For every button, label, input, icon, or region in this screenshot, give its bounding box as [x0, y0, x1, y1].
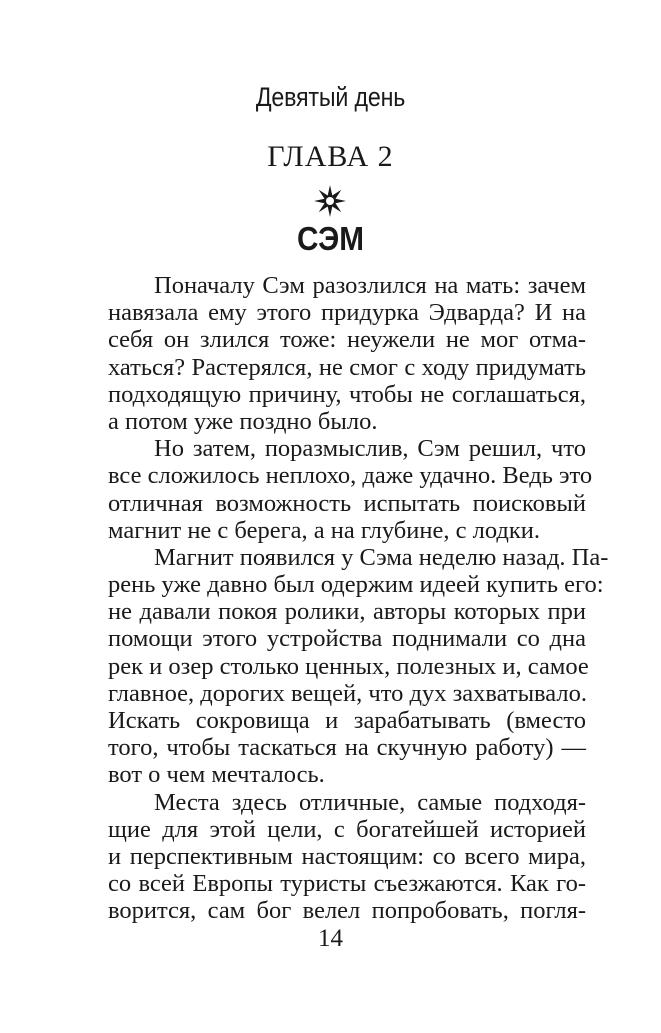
section-title: СЭМ [297, 220, 364, 257]
text-line: рек и озер столько ценных, полезных и, самое [108, 652, 589, 680]
text-line: Места здесь отличные, самые подходя- [154, 788, 586, 816]
text-line: хаться? Растерялся, не смог с ходу придумать [108, 353, 586, 381]
paragraph [108, 543, 609, 789]
text-line: со всей Европы туристы съезжаются. Как го- [108, 870, 586, 898]
text-line: Поначалу Сэм разозлился на мать: зачем [154, 272, 586, 299]
text-line: и перспективным настоящим: со всего мира, [108, 842, 586, 870]
eight-point-star-icon [314, 185, 346, 217]
text-line: навязала ему этого придурка Эдварда? И на [108, 299, 586, 327]
text-line: магнит не с берега, а на глубине, с лодки. [108, 516, 540, 544]
text-line: помощи этого устройства поднимали со дна [108, 625, 586, 653]
paragraph [108, 272, 586, 435]
text-line: щие для этой цели, с богатейшей историей [108, 815, 586, 843]
text-line: все сложилось неплохо, даже удачно. Ведь это [108, 462, 593, 490]
chapter-label: ГЛАВА 2 [267, 140, 394, 173]
page-number: 14 [318, 925, 343, 952]
text-line: себя он злился тоже: неужели не мог отма- [108, 326, 586, 354]
text-line: того, чтобы таскаться на скучную работу) — [108, 734, 586, 762]
body-text [108, 272, 609, 925]
text-line: Искать сокровища и зарабатывать (вместо [108, 707, 586, 734]
paragraph [108, 789, 586, 925]
text-line: главное, дорогих вещей, что дух захватывало. [108, 679, 587, 707]
text-line: Магнит появился у Сэма неделю назад. Па- [154, 543, 609, 571]
text-line: рень уже давно был одержим идеей купить его: [108, 571, 604, 599]
text-line: отличная возможность испытать поисковый [108, 489, 586, 517]
paragraph [108, 435, 593, 544]
running-head: Девятый день [255, 82, 406, 112]
text-line: Но затем, поразмыслив, Сэм решил, что [154, 435, 586, 463]
text-line: а потом уже поздно было. [108, 407, 378, 435]
text-line: подходящую причину, чтобы не соглашаться, [108, 380, 586, 408]
text-line: не давали покоя ролики, авторы которых при [108, 598, 586, 626]
text-line: ворится, сам бог велел попробовать, погля- [108, 897, 586, 925]
text-line: вот о чем мечталось. [108, 761, 325, 789]
